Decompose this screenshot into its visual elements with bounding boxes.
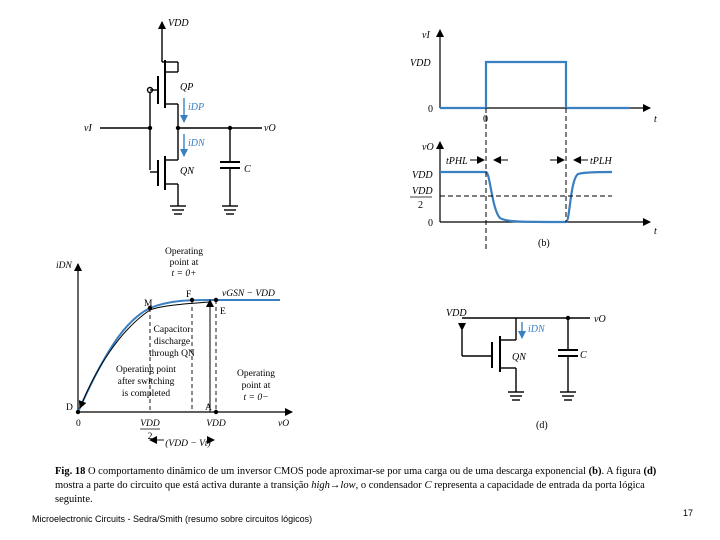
point-m: M (144, 299, 153, 309)
caption-ref-b: (b) (588, 466, 602, 477)
origin-t-label: 0 (483, 114, 488, 125)
point-a: A (205, 403, 212, 413)
op-after-3: is completed (121, 389, 171, 399)
idn-label: iDN (188, 138, 205, 149)
caption-transition: high→low (311, 480, 356, 491)
figure-caption (55, 465, 665, 507)
zero-top-label: 0 (428, 104, 433, 115)
tphl-label: tPHL (446, 156, 468, 167)
cmos-inverter-schematic (100, 22, 262, 214)
zero-mid-label: 0 (428, 218, 433, 229)
footer-text: Microelectronic Circuits - Sedra/Smith (resumo sobre circuitos lógicos) (32, 514, 313, 524)
panel-d-schematic (462, 318, 590, 400)
qn-label: QN (180, 166, 194, 177)
x-tick-vdd: VDD (206, 419, 226, 429)
panel-d-nodes (566, 316, 570, 320)
caption-body-4: , o condensador (355, 480, 425, 491)
x-tick-half-num: VDD (140, 419, 160, 429)
point-d: D (66, 403, 73, 413)
caption-prefix: Fig. 18 (55, 466, 86, 477)
vo-axis-label: vO (422, 142, 434, 153)
vi-axis-label: vI (422, 30, 430, 41)
op-top-3: t = 0+ (171, 269, 197, 279)
point-e: E (220, 307, 226, 317)
caption-body-5: representa a capacidade de entrada da porta lógica seguinte. (55, 480, 645, 505)
panel-d-label: (d) (536, 420, 548, 431)
input-pulse (440, 62, 630, 108)
cap-discharge-1: Capacitor (153, 325, 191, 335)
caption-ref-d: (d) (643, 466, 657, 477)
panel-d-idn: iDN (528, 324, 545, 335)
op-bottom-2: point at (241, 381, 271, 391)
vi-label: vI (84, 123, 92, 134)
t-top-label: t (654, 114, 657, 125)
caption-body-1: O comportamento dinâmico de um inversor CMOS pode aproximar-se por uma carga ou de uma descarga exponencial (85, 466, 589, 477)
vdd-half-num: VDD (412, 186, 433, 197)
x-tick-0: 0 (76, 419, 81, 429)
cap-discharge-2: discharge (153, 337, 191, 347)
x-tick-half-den: 2 (147, 432, 153, 442)
panel-b-label: (b) (538, 238, 550, 249)
vdd-half-den: 2 (418, 200, 423, 211)
page-number: 17 (683, 508, 694, 518)
vdd-mid-label: VDD (412, 170, 433, 181)
t-bottom-label: t (654, 226, 657, 237)
op-after-2: after switching (117, 377, 175, 387)
x-diff-label: (VDD − Vt) (165, 439, 211, 449)
caption-body-3: mostra a parte do circuito que está activa durante a transição (55, 480, 312, 491)
panel-d-qn: QN (512, 352, 526, 363)
inverter-vdd-label: VDD (168, 18, 189, 29)
cap-c-label: C (244, 164, 251, 175)
idp-label: iDP (188, 102, 205, 113)
vdd-top-label: VDD (410, 58, 431, 69)
op-bottom-3: t = 0− (243, 393, 269, 403)
panel-d-c: C (580, 350, 587, 361)
transfer-x-axis: vO (278, 419, 290, 429)
op-after-1: Operating point (116, 365, 176, 375)
panel-d-vdd: VDD (446, 308, 467, 319)
op-top-1: Operating (165, 247, 203, 257)
op-bottom-1: Operating (237, 369, 275, 379)
tplh-label: tPLH (590, 156, 612, 167)
waveform-axes (440, 30, 650, 222)
waveform-guides (440, 108, 612, 250)
caption-body-2: . A figura (601, 466, 644, 477)
caption-c-symbol: C (424, 480, 432, 491)
panel-d-vo: vO (594, 314, 606, 325)
cap-discharge-3: through QN (149, 349, 195, 359)
transfer-y-axis: iDN (56, 261, 72, 271)
op-top-2: point at (169, 258, 199, 268)
vo-label: vO (264, 123, 276, 134)
qp-label: QP (180, 82, 194, 93)
point-f: F (186, 290, 192, 300)
curve-label: vGSN − VDD (222, 289, 275, 299)
output-waveform (440, 172, 612, 222)
